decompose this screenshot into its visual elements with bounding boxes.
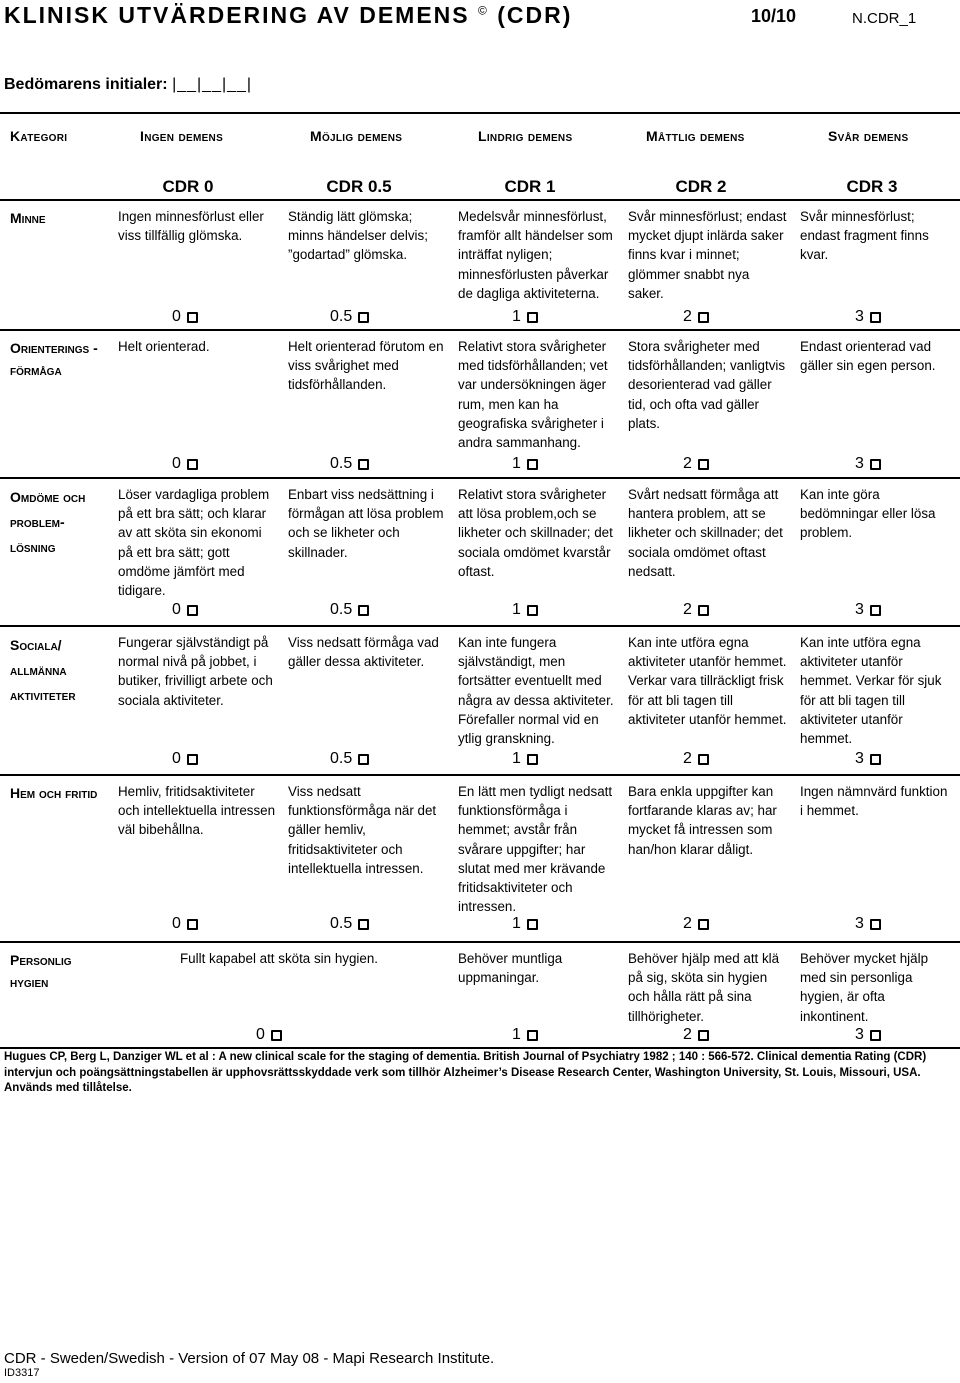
score-option[interactable]: [330, 750, 369, 768]
row-label: Minne: [10, 210, 46, 226]
checkbox-icon[interactable]: [870, 312, 881, 323]
column-header: Lindrig demens: [478, 128, 573, 144]
column-header: Svår demens: [828, 128, 909, 144]
checkbox-icon[interactable]: [187, 312, 198, 323]
row-label: Sociala/ allmänna aktiviteter: [10, 637, 76, 703]
score-option[interactable]: [683, 915, 709, 933]
criteria-cell: Stora svårigheter med tidsförhållanden; vanligtvis desorienterad vad gäller tid, och ofta vad gäller plats.: [628, 339, 786, 431]
criteria-cell: Behöver hjälp med att klä på sig, sköta sin hygien och hålla rätt på sina tillhörigheter.: [628, 951, 780, 1024]
cdr-level: CDR 2: [675, 177, 727, 196]
score-label: 1: [512, 915, 521, 932]
checkbox-icon[interactable]: [527, 459, 538, 470]
score-label: 2: [683, 308, 692, 325]
criteria-cell: Fullt kapabel att sköta sin hygien.: [180, 951, 378, 966]
score-option[interactable]: [855, 455, 881, 473]
checkbox-icon[interactable]: [698, 1030, 709, 1041]
score-option[interactable]: [683, 1026, 709, 1044]
column-header: Måttlig demens: [646, 128, 745, 144]
row-hem: [0, 782, 960, 942]
footer-version: CDR - Sweden/Swedish - Version of 07 May 08 - Mapi Research Institute.: [4, 1350, 495, 1367]
criteria-cell: Bara enkla uppgifter kan fortfarande klaras av; har mycket få intressen som han/hon klarar dåligt.: [628, 784, 777, 857]
criteria-cell: Svår minnesförlust; endast fragment finns kvar.: [800, 209, 929, 263]
criteria-cell: Viss nedsatt funktionsförmåga när det gäller hemliv, fritidsaktiviteter och intellektuella intressen.: [288, 784, 437, 876]
cdr-level: CDR 0.5: [326, 177, 392, 196]
divider: [0, 199, 960, 201]
score-option[interactable]: [683, 308, 709, 326]
criteria-cell: Behöver mycket hjälp med sin personliga hygien, är ofta inkontinent.: [800, 951, 929, 1024]
checkbox-icon[interactable]: [698, 459, 709, 470]
cdr-level: CDR 0: [162, 177, 214, 196]
row-orientering: [0, 337, 960, 477]
criteria-cell: Viss nedsatt förmåga vad gäller dessa aktiviteter.: [288, 635, 439, 670]
row-sociala: [0, 633, 960, 773]
score-label: 0: [172, 455, 181, 472]
checkbox-icon[interactable]: [187, 605, 198, 616]
score-label: 0.5: [330, 915, 353, 932]
score-option[interactable]: [256, 1026, 282, 1044]
criteria-cell: Fungerar självständigt på normal nivå på jobbet, i butiker, frivilligt arbete och sociala aktiviteter.: [118, 635, 273, 708]
checkbox-icon[interactable]: [527, 605, 538, 616]
criteria-cell: Svårt nedsatt förmåga att hantera problem, att se likheter och skillnader; det sociala omdömet oftast nedsatt.: [628, 487, 783, 579]
criteria-cell: Svår minnesförlust; endast mycket djupt inlärda saker finns kvar i minnet; glömmer snabbt nya saker.: [628, 209, 787, 301]
row-label: Omdöme och problem-lösning: [10, 489, 86, 555]
reference-text: Hugues CP, Berg L, Danziger WL et al : A new clinical scale for the staging of dementia. British Journal of Psychiatry 1982 ; 140 : 566-572. Clinical dementia Rating (CDR) intervjun och poängsättningstabellen är upphovsrättsskyddade verk som tillhör Alzheimer’s Disease Research Center, Washington University, St. Louis, Missouri, USA. Används med tillåtelse.: [4, 1051, 927, 1094]
divider: [0, 625, 960, 627]
checkbox-icon[interactable]: [698, 919, 709, 930]
score-option[interactable]: [330, 601, 369, 619]
checkbox-icon[interactable]: [870, 1030, 881, 1041]
score-label: 1: [512, 750, 521, 767]
score-label: 3: [855, 1026, 864, 1043]
score-option[interactable]: [855, 601, 881, 619]
criteria-cell: Ingen minnesförlust eller viss tillfällig glömska.: [118, 209, 264, 244]
category-header: Kategori: [10, 128, 68, 144]
score-label: 2: [683, 455, 692, 472]
score-option[interactable]: [512, 308, 538, 326]
divider: [0, 1047, 960, 1049]
score-option[interactable]: [683, 455, 709, 473]
checkbox-icon[interactable]: [527, 919, 538, 930]
score-label: 0.5: [330, 750, 353, 767]
score-option[interactable]: [172, 601, 198, 619]
row-minne: [0, 207, 960, 327]
score-option[interactable]: [855, 915, 881, 933]
checkbox-icon[interactable]: [187, 919, 198, 930]
checkbox-icon[interactable]: [358, 459, 369, 470]
checkbox-icon[interactable]: [187, 754, 198, 765]
criteria-cell: Helt orienterad förutom en viss svårighet med tidsförhållanden.: [288, 339, 444, 393]
score-option[interactable]: [330, 308, 369, 326]
score-label: 2: [683, 750, 692, 767]
column-header: Möjlig demens: [310, 128, 403, 144]
criteria-cell: Löser vardagliga problem på ett bra sätt; och klarar av att sköta sin ekonomi på ett bra sätt; gott omdöme jämfört med tidigare.: [118, 487, 270, 599]
score-label: 1: [512, 455, 521, 472]
checkbox-icon[interactable]: [358, 754, 369, 765]
checkbox-icon[interactable]: [870, 754, 881, 765]
footer-id: ID3317: [4, 1367, 40, 1379]
score-option[interactable]: [512, 455, 538, 473]
checkbox-icon[interactable]: [187, 459, 198, 470]
cdr-level: CDR 1: [504, 177, 556, 196]
criteria-cell: Relativt stora svårigheter att lösa problem,och se likheter och skillnader; det sociala omdömet kvarstår oftast.: [458, 487, 613, 579]
criteria-cell: Helt orienterad.: [118, 339, 210, 354]
score-label: 0.5: [330, 308, 353, 325]
score-label: 3: [855, 308, 864, 325]
criteria-cell: Hemliv, fritidsaktiviteter och intellektuella intressen väl bibehållna.: [118, 784, 276, 838]
divider: [0, 112, 960, 114]
score-option[interactable]: [330, 455, 369, 473]
criteria-cell: Medelsvår minnesförlust, framför allt händelser som inträffat nyligen; minnesförlusten påverkar de dagliga aktiviteterna.: [458, 209, 613, 301]
score-label: 3: [855, 915, 864, 932]
divider: [0, 941, 960, 943]
checkbox-icon[interactable]: [870, 459, 881, 470]
copyright-symbol: ©: [478, 3, 489, 18]
column-header: Ingen demens: [140, 128, 224, 144]
criteria-cell: Kan inte göra bedömningar eller lösa problem.: [800, 487, 936, 541]
title-text: KLINISK UTVÄRDERING AV DEMENS: [4, 2, 470, 28]
criteria-cell: Behöver muntliga uppmaningar.: [458, 951, 563, 986]
rater-initials: [4, 76, 252, 94]
checkbox-icon[interactable]: [527, 312, 538, 323]
score-option[interactable]: [512, 750, 538, 768]
score-label: 0: [256, 1026, 265, 1043]
document-code: N.CDR_1: [852, 10, 917, 27]
score-label: 1: [512, 1026, 521, 1043]
score-label: 0: [172, 601, 181, 618]
document-header: [4, 2, 956, 32]
score-label: 0: [172, 750, 181, 767]
criteria-cell: En lätt men tydligt nedsatt funktionsförmåga i hemmet; avstår från svårare uppgifter; har slutat med mer krävande fritidsaktiviteter och intressen.: [458, 784, 613, 915]
score-label: 0: [172, 915, 181, 932]
row-label: Orienterings -förmåga: [10, 340, 98, 378]
checkbox-icon[interactable]: [527, 1030, 538, 1041]
criteria-cell: Kan inte utföra egna aktiviteter utanför hemmet. Verkar för sjuk för att bli tagen till aktiviteter utanför hemmet.: [800, 635, 942, 747]
checkbox-icon[interactable]: [358, 312, 369, 323]
score-label: 3: [855, 455, 864, 472]
rater-initials-label: Bedömarens initialer:: [4, 76, 168, 93]
divider: [0, 329, 960, 331]
score-label: 2: [683, 915, 692, 932]
cdr-level: CDR 3: [846, 177, 898, 196]
checkbox-icon[interactable]: [698, 754, 709, 765]
divider: [0, 477, 960, 479]
row-hygien: [0, 949, 960, 1049]
score-option[interactable]: [512, 915, 538, 933]
score-option[interactable]: [172, 915, 198, 933]
row-omdome: [0, 485, 960, 625]
score-label: 3: [855, 601, 864, 618]
score-option[interactable]: [855, 308, 881, 326]
score-label: 2: [683, 601, 692, 618]
score-label: 1: [512, 308, 521, 325]
page-number: 10/10: [751, 6, 797, 26]
score-option[interactable]: [683, 601, 709, 619]
score-label: 3: [855, 750, 864, 767]
score-option[interactable]: [172, 308, 198, 326]
criteria-cell: Kan inte fungera självständigt, men fortsätter eventuellt med några av dessa aktiviteter. Förefaller normal vid en ytlig granskning.: [458, 635, 614, 747]
score-option[interactable]: [172, 455, 198, 473]
score-label: 0.5: [330, 455, 353, 472]
score-option[interactable]: [855, 1026, 881, 1044]
checkbox-icon[interactable]: [870, 605, 881, 616]
criteria-cell: Kan inte utföra egna aktiviteter utanför hemmet. Verkar vara tillräckligt frisk för att bli tagen till aktiviteter utanför hemmet.: [628, 635, 787, 727]
criteria-cell: Enbart viss nedsättning i förmågan att lösa problem och se likheter och skillnader.: [288, 487, 444, 560]
row-label: Personlig hygien: [10, 952, 72, 990]
row-label: Hem och fritid: [10, 785, 98, 801]
checkbox-icon[interactable]: [527, 754, 538, 765]
document-title: [4, 2, 572, 29]
checkbox-icon[interactable]: [271, 1030, 282, 1041]
checkbox-icon[interactable]: [358, 919, 369, 930]
criteria-cell: Ständig lätt glömska; minns händelser delvis; ”godartad” glömska.: [288, 209, 428, 263]
score-label: 0.5: [330, 601, 353, 618]
checkbox-icon[interactable]: [358, 605, 369, 616]
criteria-cell: Endast orienterad vad gäller sin egen person.: [800, 339, 936, 374]
rater-initials-field[interactable]: |__|__|__|: [172, 76, 253, 93]
checkbox-icon[interactable]: [698, 312, 709, 323]
score-option[interactable]: [855, 750, 881, 768]
score-option[interactable]: [512, 1026, 538, 1044]
score-option[interactable]: [683, 750, 709, 768]
checkbox-icon[interactable]: [698, 605, 709, 616]
score-label: 0: [172, 308, 181, 325]
score-option[interactable]: [512, 601, 538, 619]
column-header-row: [0, 128, 960, 152]
score-option[interactable]: [172, 750, 198, 768]
title-suffix: (CDR): [497, 2, 573, 28]
score-label: 1: [512, 601, 521, 618]
cdr-level-row: [0, 177, 960, 199]
criteria-cell: Ingen nämnvärd funktion i hemmet.: [800, 784, 948, 819]
criteria-cell: Relativt stora svårigheter med tidsförhållanden; vet var undersökningen äger rum, men kan ha geografiska svårigheter i andra sammanhang.: [458, 339, 608, 451]
divider: [0, 774, 960, 776]
score-option[interactable]: [330, 915, 369, 933]
score-label: 2: [683, 1026, 692, 1043]
checkbox-icon[interactable]: [870, 919, 881, 930]
